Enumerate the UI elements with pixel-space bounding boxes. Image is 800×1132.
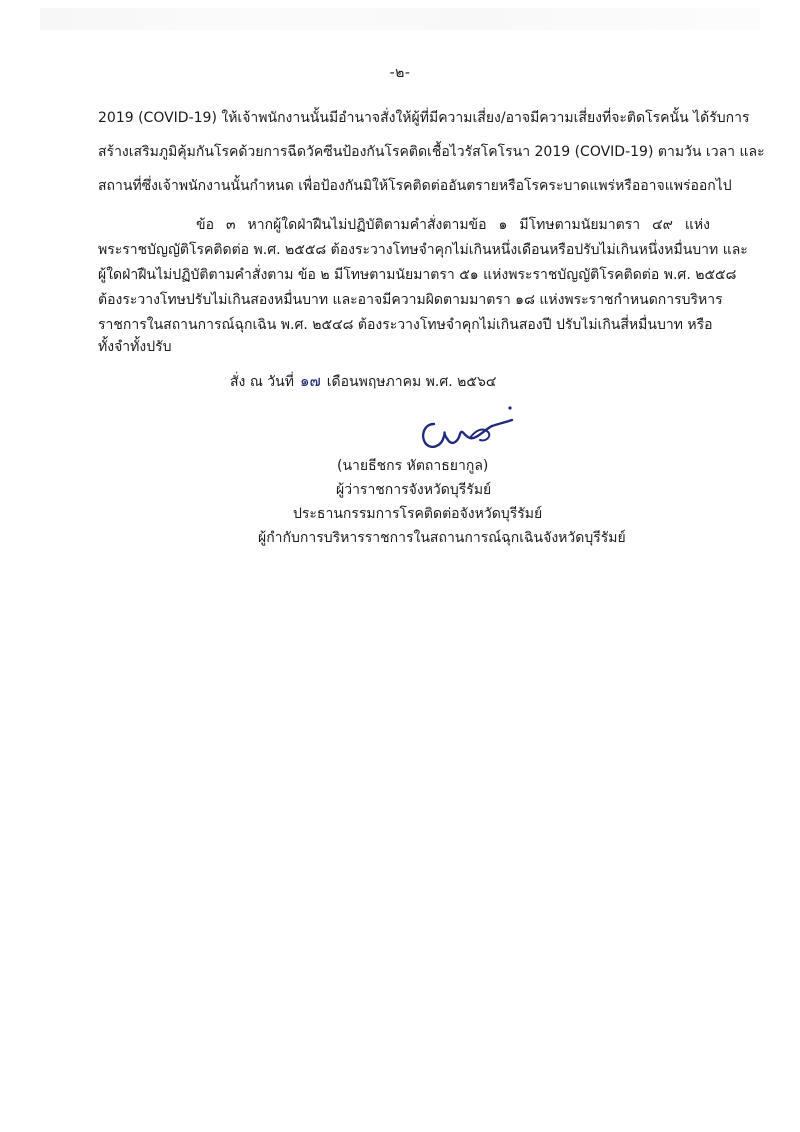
order-date [230, 371, 496, 392]
order-date-day: ๑๗ [299, 372, 321, 390]
paragraph1-line-1: 2019 (COVID-19) ให้เจ้าพนักงานนั้นมีอำนาจสั่งให้ผู้ที่มีความเสี่ยง/อาจมีความเสี่ยงที่จะติดโรคนั้น ได้รับการ [98, 110, 750, 126]
signatory-title-committee-chair: ประธานกรรมการโรคติดต่อจังหวัดบุรีรัมย์ [293, 506, 543, 522]
signatory-name: (นายธีชกร หัตถาธยากูล) [337, 458, 489, 474]
paragraph2-line-5: ราชการในสถานการณ์ฉุกเฉิน พ.ศ. ๒๕๔๘ ต้องระวางโทษจำคุกไม่เกินสองปี ปรับไม่เกินสี่หมื่นบาท หรือ [98, 317, 713, 333]
signatory-title-governor: ผู้ว่าราชการจังหวัดบุรีรัมย์ [336, 482, 492, 498]
paragraph1-line-3: สถานที่ซึ่งเจ้าพนักงานนั้นกำหนด เพื่อป้องกันมิให้โรคติดต่ออันตรายหรือโรคระบาดแพร่หรืออาจแพร่ออกไป [98, 178, 732, 194]
page-number: -๒- [389, 65, 411, 81]
paragraph1-line-2: สร้างเสริมภูมิคุ้มกันโรคด้วยการฉีดวัคซีนป้องกันโรคติดเชื้อไวรัสโคโรนา 2019 (COVID-19) ตามวัน เวลา และ [98, 144, 765, 160]
order-date-suffix: เดือนพฤษภาคม พ.ศ. ๒๕๖๔ [326, 374, 497, 390]
paragraph2-line-6: ทั้งจำทั้งปรับ [98, 339, 172, 355]
order-date-prefix: สั่ง ณ วันที่ [230, 374, 294, 390]
signatory-title-emergency-supervisor: ผู้กำกับการบริหารราชการในสถานการณ์ฉุกเฉินจังหวัดบุรีรัมย์ [258, 530, 626, 546]
paragraph2-line-2: พระราชบัญญัติโรคติดต่อ พ.ศ. ๒๕๕๘ ต้องระวางโทษจำคุกไม่เกินหนึ่งเดือนหรือปรับไม่เกินหนึ่งหมื่นบาท และ [98, 242, 748, 258]
paragraph2-line-3: ผู้ใดฝ่าฝืนไม่ปฏิบัติตามคำสั่งตาม ข้อ ๒ มีโทษตามนัยมาตรา ๕๑ แห่งพระราชบัญญัติโรคติดต่อ พ.ศ. ๒๕๕๘ [98, 267, 737, 283]
handwritten-signature [412, 402, 522, 452]
faded-header-bleedthrough [40, 8, 760, 30]
paragraph2-line-1: ข้อ ๓ หากผู้ใดฝ่าฝืนไม่ปฏิบัติตามคำสั่งตามข้อ ๑ มีโทษตามนัยมาตรา ๔๙ แห่ง [196, 217, 710, 233]
paragraph2-line-4: ต้องระวางโทษปรับไม่เกินสองหมื่นบาท และอาจมีความผิดตามมาตรา ๑๘ แห่งพระราชกำหนดการบริหาร [98, 292, 723, 308]
